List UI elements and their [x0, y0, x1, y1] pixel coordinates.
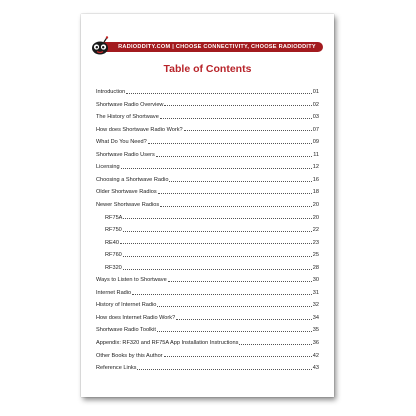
toc-entry[interactable]: [96, 312, 319, 321]
document-page: [81, 14, 334, 397]
toc-entry-label: Appendix: RF320 and RF75A App Installation Instructions: [96, 340, 239, 346]
toc-entry-page: 36: [312, 340, 319, 346]
toc-entry-page: 22: [312, 227, 319, 234]
toc-entry[interactable]: [96, 237, 319, 246]
toc-entry[interactable]: [96, 337, 319, 346]
toc-entry-label: Licensing: [96, 164, 120, 171]
toc-entry-page: 02: [312, 101, 319, 108]
toc-entry-page: 07: [312, 126, 319, 133]
toc-entry-page: 18: [312, 189, 319, 196]
toc-entry-label: Older Shortwave Radios: [96, 189, 157, 196]
toc-leader-dots: [160, 206, 312, 207]
toc-leader-dots: [156, 156, 312, 157]
toc-entry[interactable]: [96, 262, 319, 271]
banner-text: RADIODDITY.COM | CHOOSE CONNECTIVITY, CHOOSE RADIODDITY: [118, 44, 316, 50]
toc-leader-dots: [123, 231, 312, 232]
toc-entry[interactable]: [96, 86, 319, 95]
toc-entry-label: How does Shortwave Radio Work?: [96, 126, 183, 133]
toc-entry-page: 31: [312, 289, 319, 296]
toc-leader-dots: [132, 294, 312, 295]
toc-entry[interactable]: [96, 111, 319, 120]
toc-entry[interactable]: [96, 99, 319, 108]
toc-entry-page: 30: [312, 277, 319, 284]
header-banner: [95, 42, 323, 52]
toc-entry-label: Internet Radio: [96, 289, 132, 296]
toc-entry[interactable]: [96, 149, 319, 158]
toc-entry-label: Newer Shortwave Radios: [96, 201, 160, 208]
toc-leader-dots: [168, 281, 312, 282]
toc-entry[interactable]: [96, 287, 319, 296]
toc-leader-dots: [158, 193, 312, 194]
toc-entry-label: History of Internet Radio: [96, 302, 157, 309]
toc-leader-dots: [123, 269, 312, 270]
toc-entry-label: Shortwave Radio Overview: [96, 101, 164, 108]
toc-leader-dots: [148, 143, 312, 144]
toc-entry[interactable]: [96, 249, 319, 258]
toc-entry-page: 16: [312, 176, 319, 183]
toc-leader-dots: [126, 93, 312, 94]
toc-entry-label: How does Internet Radio Work?: [96, 314, 176, 321]
toc-entry-page: 20: [312, 201, 319, 208]
toc-leader-dots: [176, 319, 312, 320]
toc-entry[interactable]: [96, 124, 319, 133]
toc-entry[interactable]: [96, 136, 319, 145]
toc-entry-label: Other Books by this Author: [96, 352, 163, 359]
toc-entry-page: 12: [312, 164, 319, 171]
toc-leader-dots: [120, 243, 312, 244]
toc-entry-page: 42: [312, 352, 319, 359]
radio-mascot-icon: [89, 36, 111, 56]
toc-leader-dots: [160, 118, 312, 119]
toc-entry-label: RF75A: [105, 214, 123, 221]
toc-entry[interactable]: [96, 324, 319, 333]
toc-leader-dots: [164, 105, 311, 106]
toc-entry-page: 11: [313, 151, 319, 158]
toc-entry-page: 32: [312, 302, 319, 309]
toc-entry[interactable]: [96, 212, 319, 221]
toc-entry-page: 23: [312, 239, 319, 246]
toc-entry[interactable]: [96, 299, 319, 308]
toc-entry[interactable]: [96, 350, 319, 359]
toc-entry[interactable]: [96, 362, 319, 371]
toc-leader-dots: [169, 181, 311, 182]
toc-entry-label: Choosing a Shortwave Radio: [96, 176, 169, 183]
toc-leader-dots: [157, 331, 312, 332]
toc-entry-page: 09: [312, 139, 319, 146]
toc-entry-label: Reference Links: [96, 365, 137, 372]
toc-entry-page: 43: [312, 365, 319, 372]
toc-entry[interactable]: [96, 161, 319, 170]
toc-entry-page: 28: [312, 264, 319, 271]
toc-entry-label: RF760: [105, 252, 122, 259]
toc-entry-page: 35: [312, 327, 319, 334]
toc-entry-label: What Do You Need?: [96, 139, 147, 146]
toc-entry-label: RF750: [105, 227, 122, 234]
toc-entry[interactable]: [96, 224, 319, 233]
toc-entry-label: Introduction: [96, 89, 126, 95]
toc-entry-page: 03: [312, 114, 319, 121]
toc-leader-dots: [123, 256, 312, 257]
toc-leader-dots: [123, 218, 311, 219]
toc-entry-label: Shortwave Radio Users: [96, 151, 155, 158]
toc-leader-dots: [121, 168, 312, 169]
toc-entry-label: RF320: [105, 264, 122, 271]
toc-entry[interactable]: [96, 199, 319, 208]
toc-leader-dots: [184, 130, 312, 131]
toc-entry-label: Ways to Listen to Shortwave: [96, 277, 167, 284]
toc-entry-label: Shortwave Radio Toolkit: [96, 327, 156, 334]
toc-entry[interactable]: [96, 174, 319, 183]
page-title: Table of Contents: [163, 63, 252, 75]
toc-entry-label: RE40: [105, 239, 119, 246]
toc-entry-page: 25: [312, 252, 319, 259]
toc-leader-dots: [239, 344, 311, 345]
toc-entry[interactable]: [96, 186, 319, 195]
toc-leader-dots: [157, 306, 311, 307]
toc-entry-page: 20: [312, 214, 319, 221]
toc-leader-dots: [137, 369, 311, 370]
toc-entry-page: 01: [312, 89, 319, 95]
toc-entry-page: 34: [312, 314, 319, 321]
toc-entry[interactable]: [96, 274, 319, 283]
toc-leader-dots: [164, 356, 312, 357]
toc-entry-label: The History of Shortwave: [96, 114, 159, 121]
